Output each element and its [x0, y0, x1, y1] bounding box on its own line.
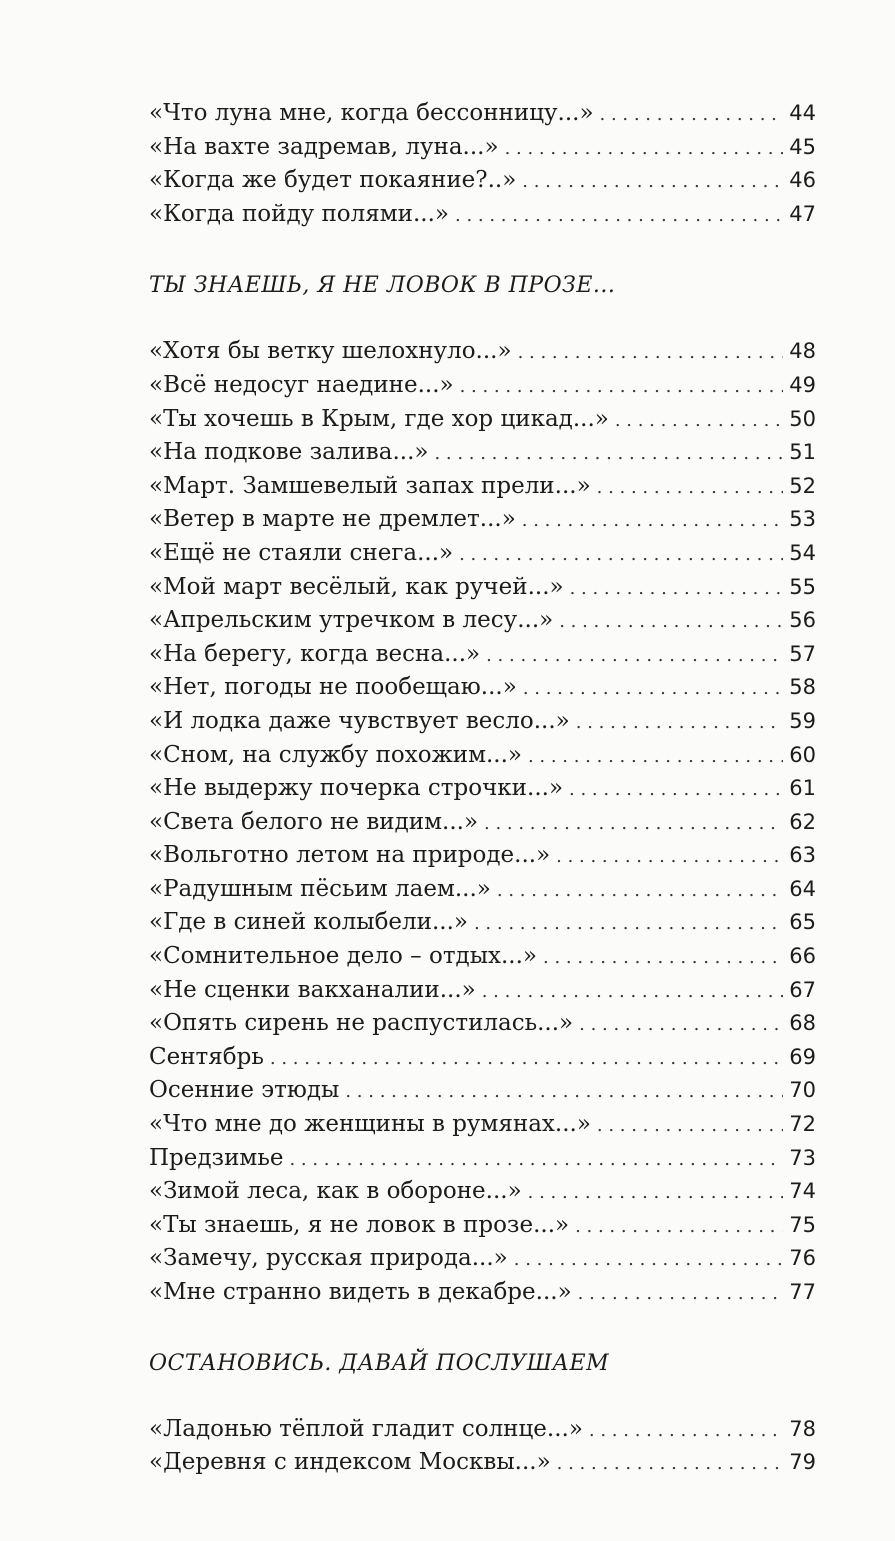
entry-page-number: 61	[789, 776, 816, 801]
entry-page-number: 48	[789, 339, 816, 364]
dot-leader	[597, 471, 784, 505]
dot-leader	[557, 1447, 784, 1481]
toc-entry[interactable]	[149, 571, 816, 605]
dot-leader	[345, 1075, 783, 1109]
entry-title: «Всё недосуг наедине...»	[149, 371, 454, 398]
dot-leader	[575, 1210, 783, 1244]
dot-leader	[570, 572, 784, 606]
toc-group-1	[149, 97, 816, 231]
entry-page-number: 54	[789, 540, 816, 565]
dot-leader	[505, 132, 784, 166]
entry-page-number: 47	[789, 201, 816, 226]
dot-leader	[576, 706, 784, 740]
entry-page-number: 67	[789, 977, 816, 1002]
entry-title: «На подкове залива...»	[149, 439, 429, 466]
entry-page-number: 58	[789, 675, 816, 700]
dot-leader	[270, 1042, 783, 1076]
entry-page-number: 64	[789, 876, 816, 901]
entry-title: «Мой март весёлый, как ручей...»	[149, 573, 564, 600]
entry-title: «Что луна мне, когда бессонницу...»	[149, 100, 594, 126]
dot-leader	[559, 605, 783, 639]
toc-entry[interactable]	[149, 638, 816, 672]
toc-entry[interactable]	[149, 164, 816, 198]
entry-title: «Апрельским утречком в лесу...»	[149, 607, 554, 634]
entry-title: «Где в синей колыбели...»	[149, 909, 468, 936]
entry-page-number: 45	[789, 134, 816, 159]
entry-title: «Ветер в марте не дремлет...»	[149, 506, 516, 533]
entry-title: Сентябрь	[149, 1043, 264, 1070]
entry-page-number: 50	[789, 406, 816, 431]
toc-entry[interactable]	[149, 940, 816, 974]
entry-page-number: 59	[789, 708, 816, 733]
toc-entry[interactable]	[149, 1007, 816, 1041]
toc-entry[interactable]	[149, 906, 816, 940]
entry-page-number: 75	[789, 1212, 816, 1237]
entry-page-number: 76	[789, 1246, 816, 1271]
entry-page-number: 70	[789, 1078, 816, 1103]
entry-title: «Сомнительное дело – отдых...»	[149, 943, 538, 970]
dot-leader	[486, 639, 783, 673]
toc-entry[interactable]	[149, 839, 816, 873]
entry-title: «Деревня с индексом Москвы...»	[149, 1449, 551, 1476]
entry-page-number: 78	[789, 1416, 816, 1441]
entry-title: «На вахте задремав, луна...»	[149, 133, 499, 160]
dot-leader	[589, 1414, 783, 1448]
dot-leader	[578, 1277, 784, 1311]
entry-title: «Что мне до женщины в румянах...»	[149, 1111, 591, 1138]
section-heading: ОСТАНОВИСЬ. ДАВАЙ ПОСЛУШАЕМ	[149, 1350, 610, 1376]
toc-entry[interactable]	[149, 1074, 816, 1108]
toc-entry[interactable]	[149, 772, 816, 806]
entry-page-number: 49	[789, 372, 816, 397]
entry-title: «Вольготно летом на природе...»	[149, 842, 551, 869]
dot-leader	[289, 1143, 783, 1177]
entry-page-number: 56	[789, 608, 816, 633]
toc-entry[interactable]	[149, 739, 816, 773]
dot-leader	[482, 975, 784, 1009]
dot-leader	[543, 941, 783, 975]
dot-leader	[455, 199, 783, 233]
entry-page-number: 60	[789, 742, 816, 767]
toc-group-2	[149, 335, 816, 1309]
entry-title: «Света белого не видим...»	[149, 808, 479, 835]
dot-leader	[523, 672, 783, 706]
toc-entry[interactable]	[149, 1175, 816, 1209]
dot-leader	[474, 907, 783, 941]
entry-title: «Не выдержу почерка строчки...»	[149, 775, 564, 802]
section-heading: ТЫ ЗНАЕШЬ, Я НЕ ЛОВОК В ПРОЗЕ...	[149, 273, 616, 299]
entry-title: «Мне странно видеть в декабре...»	[149, 1279, 572, 1305]
toc-entry[interactable]	[149, 436, 816, 470]
entry-title: «Замечу, русская природа...»	[149, 1245, 508, 1272]
entry-page-number: 65	[789, 910, 816, 935]
dot-leader	[459, 538, 783, 572]
toc-entry[interactable]	[149, 705, 816, 739]
toc-entry[interactable]	[149, 537, 816, 571]
toc-entry[interactable]	[149, 470, 816, 504]
entry-title: «Хотя бы ветку шелохнуло...»	[149, 338, 512, 365]
toc-entry[interactable]	[149, 806, 816, 840]
toc-entry[interactable]	[149, 335, 816, 369]
entry-page-number: 79	[789, 1450, 816, 1475]
dot-leader	[528, 1176, 784, 1210]
toc-entry[interactable]	[149, 604, 816, 638]
entry-title: «Сном, на службу похожим...»	[149, 741, 522, 768]
toc-entry[interactable]	[149, 873, 816, 907]
entry-title: «Ты знаешь, я не ловок в прозе...»	[149, 1211, 570, 1238]
dot-leader	[600, 98, 784, 132]
dot-leader	[597, 1109, 783, 1143]
toc-entry[interactable]	[149, 1209, 816, 1243]
entry-title: «Радушным пёсьим лаем...»	[149, 875, 491, 902]
toc-entry[interactable]	[149, 1446, 816, 1480]
entry-page-number: 74	[789, 1179, 816, 1204]
entry-title: «На берегу, когда весна...»	[149, 640, 481, 667]
entry-title: «Ладонью тёплой гладит солнце...»	[149, 1415, 583, 1442]
toc-entry[interactable]	[149, 671, 816, 705]
toc-entry[interactable]	[149, 503, 816, 537]
dot-leader	[569, 773, 783, 807]
entry-title: «Ещё не стаяли снега...»	[149, 539, 454, 566]
dot-leader	[497, 874, 783, 908]
entry-page-number: 73	[789, 1145, 816, 1170]
entry-page-number: 69	[789, 1044, 816, 1069]
entry-title: «И лодка даже чувствует весло...»	[149, 707, 570, 734]
entry-page-number: 55	[789, 574, 816, 599]
toc-entry[interactable]	[149, 1041, 816, 1075]
dot-leader	[518, 336, 784, 370]
dot-leader	[484, 807, 783, 841]
dot-leader	[522, 504, 783, 538]
entry-title: «Март. Замшевелый запах прели...»	[149, 472, 591, 499]
toc-entry[interactable]	[149, 198, 816, 232]
toc-entry[interactable]	[149, 369, 816, 403]
dot-leader	[528, 740, 783, 774]
dot-leader	[615, 404, 783, 438]
entry-title: «Когда пойду полями...»	[149, 200, 449, 227]
toc-entry[interactable]	[149, 403, 816, 437]
entry-title: Осенние этюды	[149, 1077, 340, 1104]
entry-page-number: 51	[789, 440, 816, 465]
dot-leader	[556, 840, 783, 874]
entry-title: «Не сценки вакханалии...»	[149, 976, 476, 1003]
entry-page-number: 57	[789, 641, 816, 666]
toc-entry[interactable]	[149, 1242, 816, 1276]
entry-page-number: 72	[789, 1112, 816, 1137]
toc-entry[interactable]	[149, 974, 816, 1008]
entry-page-number: 63	[789, 843, 816, 868]
entry-page-number: 52	[789, 473, 816, 498]
entry-title: «Опять сирень не распустилась...»	[149, 1010, 574, 1037]
entry-title: Предзимье	[149, 1144, 284, 1171]
entry-page-number: 44	[789, 101, 816, 125]
entry-page-number: 77	[789, 1280, 816, 1304]
toc-entry[interactable]	[149, 1108, 816, 1142]
entry-title: «Зимой леса, как в обороне...»	[149, 1178, 522, 1205]
entry-page-number: 66	[789, 944, 816, 969]
dot-leader	[579, 1008, 783, 1042]
entry-page-number: 53	[789, 507, 816, 532]
entry-title: «Нет, погоды не пообещаю...»	[149, 674, 517, 701]
toc-entry[interactable]	[149, 1276, 816, 1310]
toc-entry[interactable]	[149, 1142, 816, 1176]
toc-entry[interactable]	[149, 1413, 816, 1447]
entry-title: «Ты хочешь в Крым, где хор цикад...»	[149, 405, 609, 432]
entry-title: «Когда же будет покаяние?..»	[149, 167, 517, 194]
entry-page-number: 46	[789, 168, 816, 193]
entry-page-number: 68	[789, 1011, 816, 1036]
entry-page-number: 62	[789, 809, 816, 834]
dot-leader	[522, 165, 783, 199]
dot-leader	[514, 1243, 784, 1277]
toc-entry[interactable]	[149, 131, 816, 165]
dot-leader	[434, 437, 783, 471]
toc-entry[interactable]	[149, 97, 816, 131]
dot-leader	[460, 370, 784, 404]
toc-group-3	[149, 1413, 816, 1480]
